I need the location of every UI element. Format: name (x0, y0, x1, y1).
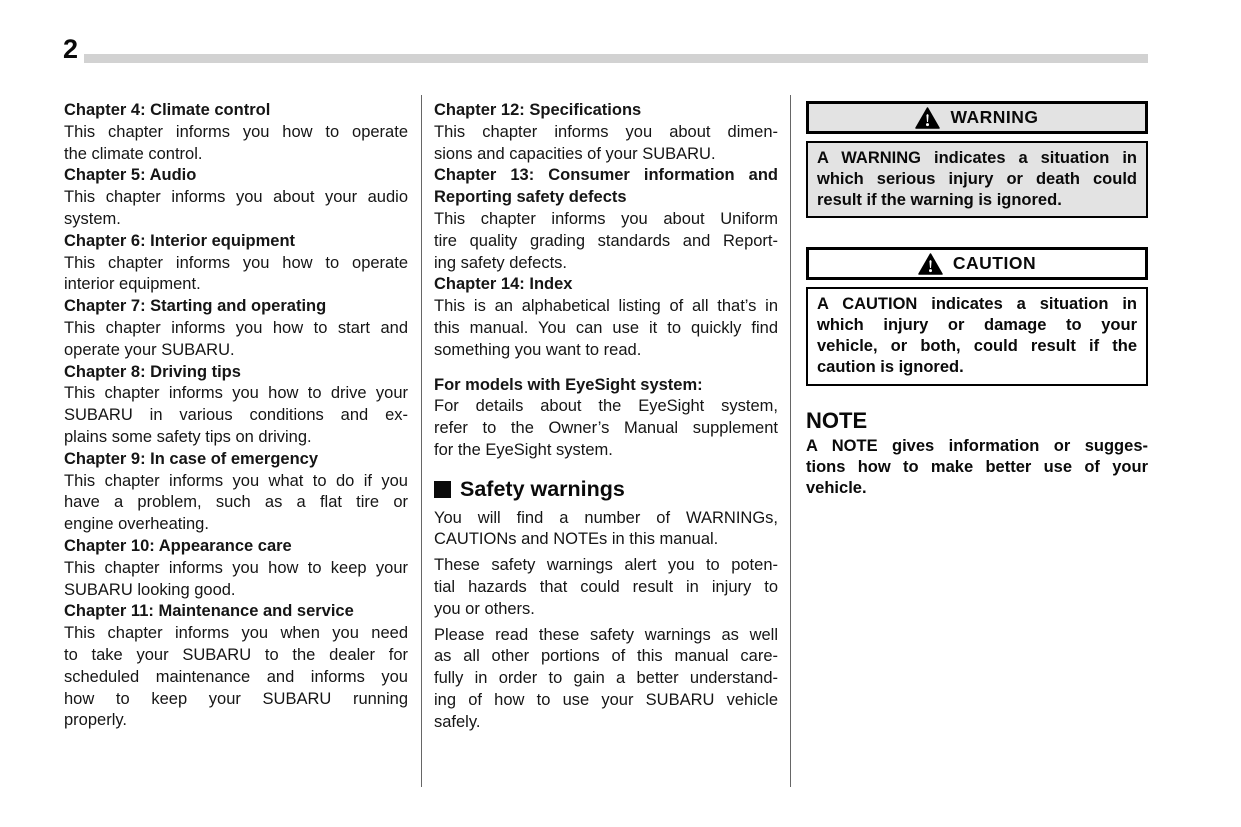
text-line: You will find a number of WARNINGs, (434, 508, 778, 527)
chapter-heading (434, 375, 778, 397)
chapter-heading (64, 362, 408, 384)
text-line: Chapter 6: Interior equipment (64, 231, 296, 250)
text-line: This chapter informs you how to operate (64, 253, 408, 272)
caution-triangle-icon (918, 253, 943, 275)
text-line: system. (64, 209, 121, 228)
paragraph (64, 253, 408, 297)
text-line: A WARNING indicates a situation in (817, 149, 1137, 167)
text-line: have a problem, such as a flat tire or (64, 493, 408, 512)
text-line: SUBARU looking good. (64, 580, 236, 599)
text-line: refer to the Owner’s Manual supplement (434, 419, 778, 438)
chapter-heading (64, 601, 408, 623)
safety-warnings-paragraphs (434, 508, 778, 734)
text-line: This chapter informs you how to drive your (64, 384, 408, 403)
text-line: for the EyeSight system. (434, 440, 613, 459)
caution-box (806, 247, 1148, 385)
text-line: fully in order to gain a better understand- (434, 669, 778, 688)
safety-warnings-heading-label: Safety warnings (460, 476, 625, 501)
text-line: This is an alphabetical listing of all that’s in (434, 297, 778, 316)
warning-triangle-icon (915, 107, 940, 129)
chapter-heading (434, 165, 778, 209)
chapter-heading (434, 100, 778, 122)
text-line: this manual. You can use it to quickly find (434, 318, 778, 337)
right-column (806, 99, 1148, 499)
note-body (806, 436, 1148, 499)
text-line: SUBARU in various conditions and ex- (64, 406, 408, 425)
section-square-icon (434, 481, 451, 498)
text-line: tions how to make better use of your (806, 458, 1148, 477)
text-line: This chapter informs you about dimen- (434, 122, 778, 141)
text-line: engine overheating. (64, 515, 209, 534)
text-line: the climate control. (64, 144, 203, 163)
warning-body (806, 141, 1148, 218)
text-line: which serious injury or death could (817, 169, 1137, 188)
paragraph (434, 625, 778, 734)
text-line: ing safety defects. (434, 253, 567, 272)
chapter-heading (64, 536, 408, 558)
text-line: Please read these safety warnings as well (434, 625, 778, 644)
text-line: For details about the EyeSight system, (434, 397, 778, 416)
paragraph (64, 471, 408, 536)
paragraph (434, 508, 778, 552)
text-line: A CAUTION indicates a situation in (817, 295, 1137, 314)
paragraph (64, 558, 408, 602)
text-line: to take your SUBARU to the dealer for (64, 645, 408, 664)
paragraph (434, 396, 778, 461)
text-line: These safety warnings alert you to poten- (434, 556, 778, 575)
text-line: how to keep your SUBARU running (64, 689, 408, 708)
text-line: plains some safety tips on driving. (64, 427, 312, 446)
note-heading: NOTE (806, 407, 868, 433)
chapter-heading (64, 449, 408, 471)
chapter-heading (434, 274, 778, 296)
caution-title: CAUTION (952, 252, 1037, 273)
header-rule (84, 54, 1148, 63)
text-line: ing of how to use your SUBARU vehicle (434, 690, 778, 709)
text-line: tial hazards that could result in injury to (434, 577, 778, 596)
text-line: Chapter 13: Consumer information and (434, 166, 778, 185)
text-line: result if the warning is ignored. (817, 190, 1062, 209)
paragraph (64, 383, 408, 448)
text-line: caution is ignored. (817, 357, 964, 376)
text-line: This chapter informs you about Uniform (434, 209, 778, 228)
page-number: 2 (63, 34, 79, 64)
paragraph (434, 209, 778, 274)
paragraph (64, 623, 408, 732)
caution-header (806, 247, 1148, 280)
paragraph (64, 318, 408, 362)
column-divider-left (421, 95, 422, 787)
chapter-heading (64, 231, 408, 253)
text-line: vehicle, or both, could result if the (817, 336, 1137, 355)
text-line: Chapter 12: Specifications (434, 101, 642, 119)
warning-header (806, 101, 1148, 134)
middle-column (434, 100, 778, 734)
paragraph (434, 122, 778, 166)
paragraph (434, 555, 778, 620)
text-line: This chapter informs you when you need (64, 624, 408, 643)
text-line: This chapter informs you how to start and (64, 318, 408, 337)
chapter-heading (64, 165, 408, 187)
text-line: Chapter 5: Audio (64, 166, 197, 185)
text-line: sions and capacities of your SUBARU. (434, 144, 716, 163)
text-line: tire quality grading standards and Report- (434, 231, 778, 250)
text-line: Reporting safety defects (434, 188, 627, 207)
text-line: as all other portions of this manual care- (434, 647, 778, 666)
text-line: interior equipment. (64, 275, 201, 294)
text-line: This chapter informs you about your audio (64, 188, 408, 207)
left-column (64, 100, 408, 732)
warning-title: WARNING (950, 106, 1039, 127)
text-line: Chapter 4: Climate control (64, 101, 271, 119)
paragraph (64, 187, 408, 231)
paragraph (434, 296, 778, 361)
text-line: operate your SUBARU. (64, 340, 235, 359)
text-line: Chapter 8: Driving tips (64, 362, 241, 381)
text-line: you or others. (434, 599, 535, 618)
text-line: This chapter informs you how to operate (64, 122, 408, 141)
text-line: For models with EyeSight system: (434, 375, 703, 394)
text-line: Chapter 7: Starting and operating (64, 297, 327, 316)
caution-body (806, 287, 1148, 385)
paragraph (64, 122, 408, 166)
note-section (806, 407, 1148, 500)
text-line: safely. (434, 712, 481, 731)
text-line: which injury or damage to your (817, 316, 1137, 335)
text-line: This chapter informs you what to do if you (64, 471, 408, 490)
column-divider-right (790, 95, 791, 787)
chapter-heading (64, 296, 408, 318)
warning-box (806, 101, 1148, 218)
text-line: A NOTE gives information or sugges- (806, 437, 1148, 456)
text-line: This chapter informs you how to keep your (64, 558, 408, 577)
text-line: vehicle. (806, 479, 867, 498)
text-line: something you want to read. (434, 340, 642, 359)
chapter-heading (64, 100, 408, 122)
text-line: CAUTIONs and NOTEs in this manual. (434, 530, 719, 549)
text-line: Chapter 9: In case of emergency (64, 449, 319, 468)
safety-warnings-heading (434, 476, 778, 501)
text-line: Chapter 10: Appearance care (64, 536, 292, 555)
text-line: properly. (64, 711, 127, 730)
text-line: Chapter 14: Index (434, 275, 573, 294)
text-line: scheduled maintenance and informs you (64, 667, 408, 686)
middle-column-chapters (434, 100, 778, 462)
text-line: Chapter 11: Maintenance and service (64, 602, 354, 621)
